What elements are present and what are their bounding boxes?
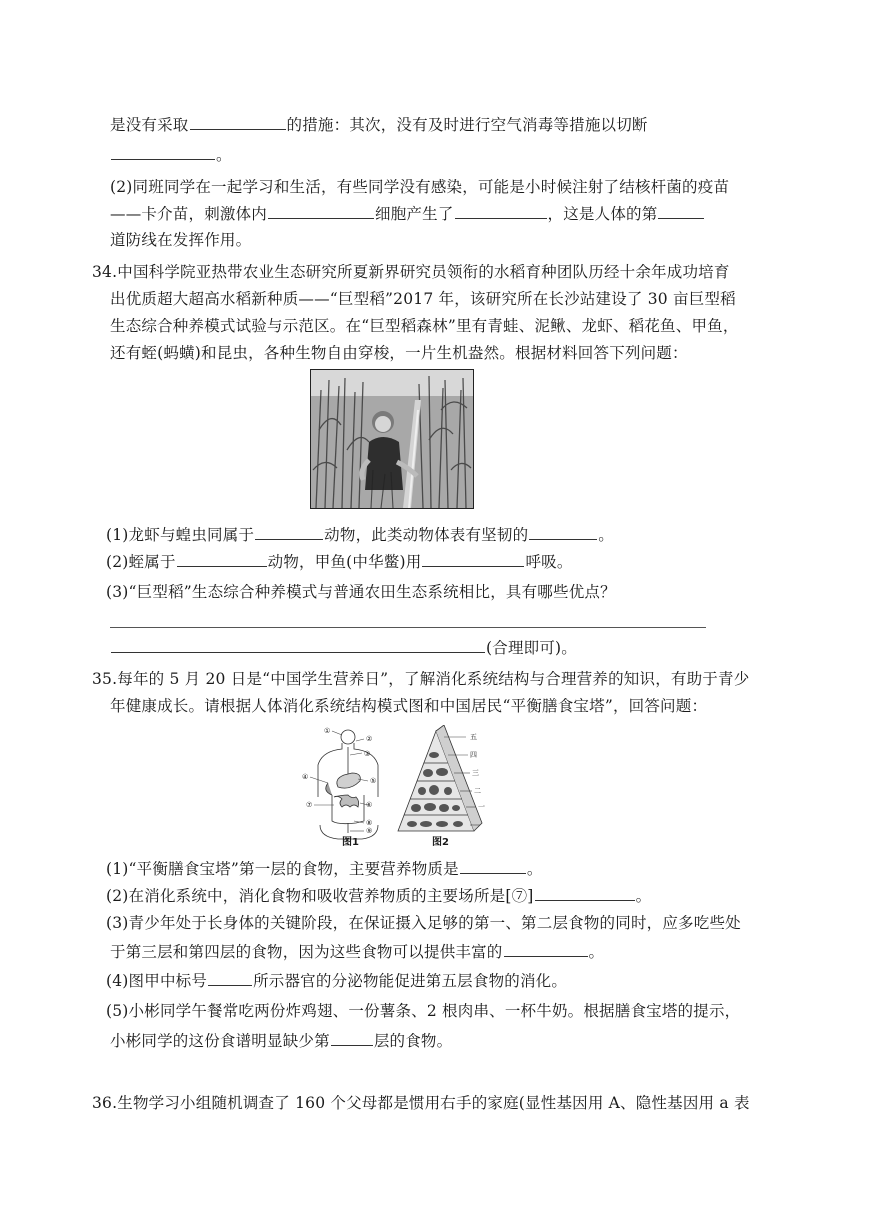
answer-blank[interactable]: [331, 1030, 373, 1046]
q35-sub1-text-b: 。: [526, 860, 543, 878]
fig1-label-1: ①: [324, 727, 331, 735]
q33-sub2-line2: [110, 203, 705, 224]
q34-sub3-end-text: (合理即可)。: [486, 639, 577, 657]
q33-text-end: 。: [216, 146, 232, 164]
q34-para-line1: [92, 262, 730, 282]
q34-sub1-text-b: 动物，此类动物体表有坚韧的: [324, 526, 529, 544]
q34-sub3-text: (3)“巨型稻”生态综合种养模式与普通农田生态系统相比，具有哪些优点？: [106, 583, 616, 601]
q34-sub2-text-b: 动物，甲鱼(中华鳖)用: [267, 553, 422, 571]
q35-para-line2: [110, 696, 707, 716]
q35-sub3-text-b1: 于第三层和第四层的食物，因为这些食物可以提供丰富的: [110, 943, 503, 961]
q34-text: 出优质超大超高水稻新种质——“巨型稻”2017 年，该研究所在长沙站建设了 30 亩巨型稻: [110, 290, 736, 308]
q35-sub2: [106, 885, 651, 906]
q35-sub1: [106, 858, 543, 879]
q36-text: 36.生物学习小组随机调查了 160 个父母都是惯用右手的家庭(显性基因用 A、隐性基因用 a 表: [92, 1094, 750, 1112]
fig1-label-6: ⑥: [366, 801, 373, 809]
answer-blank[interactable]: [177, 551, 267, 567]
q34-text: 生态综合种养模式试验与示范区。在“巨型稻森林”里有青蛙、泥鳅、龙虾、稻花鱼、甲鱼，: [110, 317, 739, 335]
answer-blank[interactable]: [255, 524, 323, 540]
q36-para-line1: [92, 1093, 750, 1113]
answer-blank[interactable]: [504, 941, 588, 957]
q33-sub2-text: (2)同班同学在一起学习和生活，有些同学没有感染，可能是小时候注射了结核杆菌的疫苗: [110, 178, 730, 196]
q33-sub2-text-c: 道防线在发挥作用。: [110, 231, 252, 249]
fig1-label-8: ⑧: [366, 819, 373, 827]
q34-sub1-text-c: 。: [598, 526, 614, 544]
q35-sub4-text-a: (4)图甲中标号: [106, 972, 208, 990]
q34-para-line2: [110, 289, 736, 309]
q33-line2: [110, 144, 232, 165]
answer-blank[interactable]: [658, 203, 704, 219]
fig1-label-5: ⑤: [370, 777, 377, 785]
answer-blank[interactable]: [422, 551, 524, 567]
q34-sub2-text-a: (2)蛭属于: [106, 553, 176, 571]
q33-sub2-text-b3: ，这是人体的第: [547, 205, 658, 223]
q34-para-line3: [110, 316, 739, 336]
fig1-label-3: ③: [364, 750, 371, 758]
answer-blank[interactable]: [111, 637, 485, 653]
q34-sub1: [106, 524, 614, 545]
q35-sub3-text-b2: 。: [588, 943, 605, 961]
q34-sub3: [106, 582, 616, 602]
q35-sub5-line1: [106, 1001, 740, 1021]
answer-blank[interactable]: [535, 885, 635, 901]
q35-sub4: [106, 970, 567, 991]
q35-sub5-text-b2: 层的食物。: [373, 1032, 453, 1050]
q33-sub2-line3: [110, 230, 251, 250]
q35-text: 35.每年的 5 月 20 日是“中国学生营养日”，了解消化系统结构与合理营养的知识，有助于青少: [92, 670, 750, 688]
q35-sub5-line2: [110, 1030, 452, 1051]
q33-sub2-text-b1: ——卡介苗，刺激体内: [110, 205, 268, 223]
answer-line[interactable]: [110, 627, 706, 628]
q35-sub2-text-a: (2)在消化系统中，消化食物和吸收营养物质的主要场所是[⑦]: [106, 887, 534, 905]
q35-sub3-line2: [110, 941, 604, 962]
tower-label-1: 一: [478, 803, 485, 811]
answer-blank[interactable]: [455, 203, 547, 219]
tower-label-4: 四: [470, 751, 477, 759]
q35-sub3-line1: [106, 913, 741, 933]
answer-blank[interactable]: [111, 144, 215, 160]
giant-rice-photo: [310, 369, 474, 509]
q34-sub3-end: [110, 637, 577, 658]
q35-sub1-text-a: (1)“平衡膳食宝塔”第一层的食物，主要营养物质是: [106, 860, 459, 878]
q35-sub4-text-b: 所示器官的分泌物能促进第五层食物的消化。: [253, 972, 568, 990]
q34-sub2: [106, 551, 573, 572]
tower-label-3: 三: [472, 769, 479, 777]
fig2-caption: 图2: [432, 837, 449, 848]
answer-blank[interactable]: [190, 114, 286, 130]
q35-sub5-text-a: (5)小彬同学午餐常吃两份炸鸡翅、一份薯条、2 根肉串、一杯牛奶。根据膳食宝塔的提示，: [106, 1002, 741, 1020]
q33-text-a: 是没有采取: [110, 116, 189, 134]
figure-drawing: [298, 725, 490, 847]
rice-field-illustration: [311, 370, 473, 508]
answer-blank[interactable]: [268, 203, 374, 219]
q33-sub2-text-b2: 细胞产生了: [375, 205, 454, 223]
tower-label-2: 二: [474, 787, 481, 795]
tower-label-5: 五: [470, 733, 477, 741]
fig1-label-7: ⑦: [306, 801, 313, 809]
digestive-and-pyramid-figure: [298, 725, 490, 847]
q35-sub5-text-b1: 小彬同学的这份食谱明显缺少第: [110, 1032, 330, 1050]
q35-sub2-text-b: 。: [635, 887, 652, 905]
q34-text: 34.中国科学院亚热带农业生态研究所夏新界研究员领衔的水稻育种团队历经十余年成功培育: [92, 263, 730, 281]
q34-sub2-text-c: 呼吸。: [525, 553, 573, 571]
fig1-label-4: ④: [302, 773, 309, 781]
q34-text: 还有蛭(蚂蟥)和昆虫，各种生物自由穿梭，一片生机盎然。根据材料回答下列问题：: [110, 344, 688, 362]
answer-blank[interactable]: [208, 970, 252, 986]
q35-para-line1: [92, 669, 749, 689]
answer-blank[interactable]: [529, 524, 597, 540]
q33-sub2-line1: [110, 177, 729, 197]
q33-text-b: 的措施：其次，没有及时进行空气消毒等措施以切断: [286, 116, 648, 134]
fig1-label-9: ⑨: [366, 827, 373, 835]
answer-blank[interactable]: [460, 858, 526, 874]
fig1-label-2: ②: [366, 735, 373, 743]
q35-sub3-text-a: (3)青少年处于长身体的关键阶段，在保证摄入足够的第一、第二层食物的同时，应多吃些处: [106, 914, 741, 932]
fig1-caption: 图1: [342, 837, 359, 848]
q34-para-line4: [110, 343, 688, 363]
q34-sub1-text-a: (1)龙虾与蝗虫同属于: [106, 526, 255, 544]
q33-line1: [110, 114, 648, 135]
q35-text: 年健康成长。请根据人体消化系统结构模式图和中国居民“平衡膳食宝塔”，回答问题：: [110, 697, 708, 715]
